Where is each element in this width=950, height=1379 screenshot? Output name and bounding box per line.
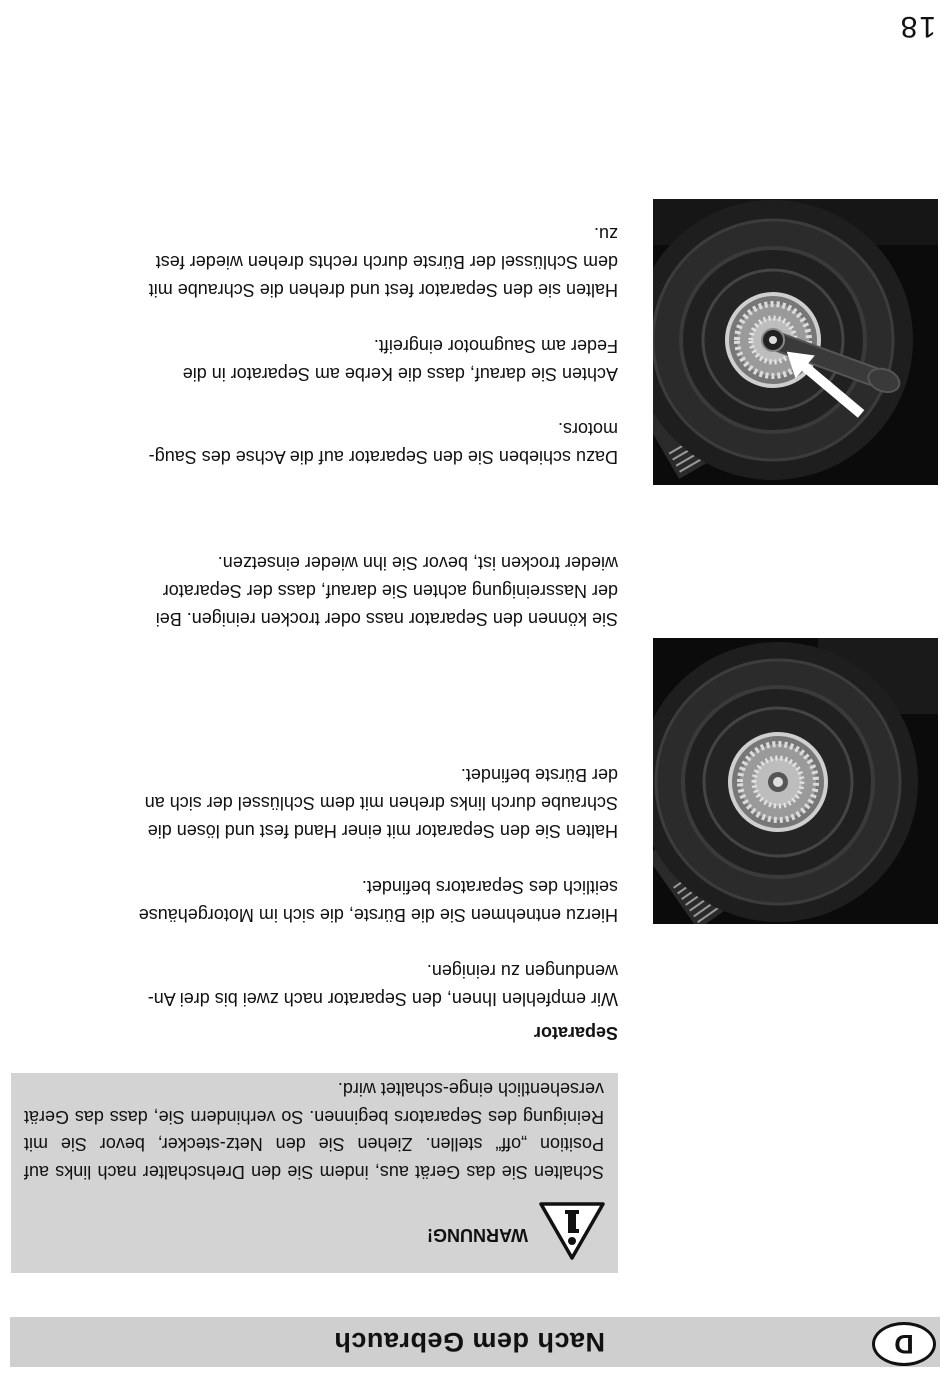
page-number: 18 (898, 10, 936, 43)
text-line: Sie können den Separator nass oder trocken reinigen. Bei (155, 609, 618, 629)
paragraph-6 (18, 332, 618, 388)
text-line: Halten sie den Separator fest und drehen die Schraube mit (148, 280, 618, 300)
separator-photo (653, 638, 938, 924)
paragraph-5 (18, 415, 618, 471)
text-line: der Bürste befindet. (460, 765, 618, 785)
language-badge: D (872, 1322, 936, 1366)
paragraph-1 (18, 957, 618, 1013)
text-line: wendungen zu reinigen. (426, 961, 618, 981)
text-line: seitlich des Separators befindet. (361, 877, 618, 897)
text-line: Hierzu entnehmen Sie die Bürste, die sich im Motorgehäuse (138, 905, 618, 925)
text-line: Dazu schieben Sie den Separator auf die Achse des Saug- (148, 447, 618, 467)
text-line: motors. (557, 419, 618, 439)
paragraph-2 (18, 873, 618, 929)
separator-heading: Separator (533, 1023, 618, 1043)
warning-title: WARNUNG! (427, 1225, 528, 1245)
warning-box (11, 1073, 618, 1273)
text-line: Achten Sie darauf, dass die Kerbe am Separator in die (182, 364, 618, 384)
separator-with-key-photo (653, 199, 938, 485)
text-line: Halten Sie den Separator mit einer Hand fest und lösen die (147, 821, 618, 841)
text-line: dem Schlüssel der Bürste durch rechts drehen wieder fest (155, 252, 618, 272)
separator-photo-icon (653, 638, 938, 924)
paragraph-3 (18, 761, 618, 845)
text-line: Wir empfehlen Ihnen, den Separator nach zwei bis drei An- (147, 989, 618, 1009)
section-title: Nach dem Gebrauch (333, 1327, 605, 1357)
text-line: Feder am Saugmotor eingreift. (373, 336, 618, 356)
paragraph-4 (18, 549, 618, 633)
text-line: zu. (593, 224, 618, 244)
warning-text: Schalten Sie das Gerät aus, indem Sie den Drehschalter nach links auf Position „off“ stellen. Ziehen Sie den Netz-stecker, bevor Sie mit Reinigung des Separators beginnen. So verhindern Sie, dass das Gerät versehentlich einge-schaltet wird. (24, 1079, 604, 1182)
paragraph-7 (18, 220, 618, 304)
text-line: wieder trocken ist, bevor Sie ihn wieder einsetzen. (217, 553, 618, 573)
text-line: der Nassreinigung achten Sie darauf, dass der Separator (162, 581, 618, 601)
separator-with-key-arrow-photo-icon (653, 199, 938, 485)
text-line: Schraube durch links drehen mit dem Schlüssel der sich an (144, 793, 618, 813)
warning-info-triangle-icon (538, 1201, 606, 1261)
